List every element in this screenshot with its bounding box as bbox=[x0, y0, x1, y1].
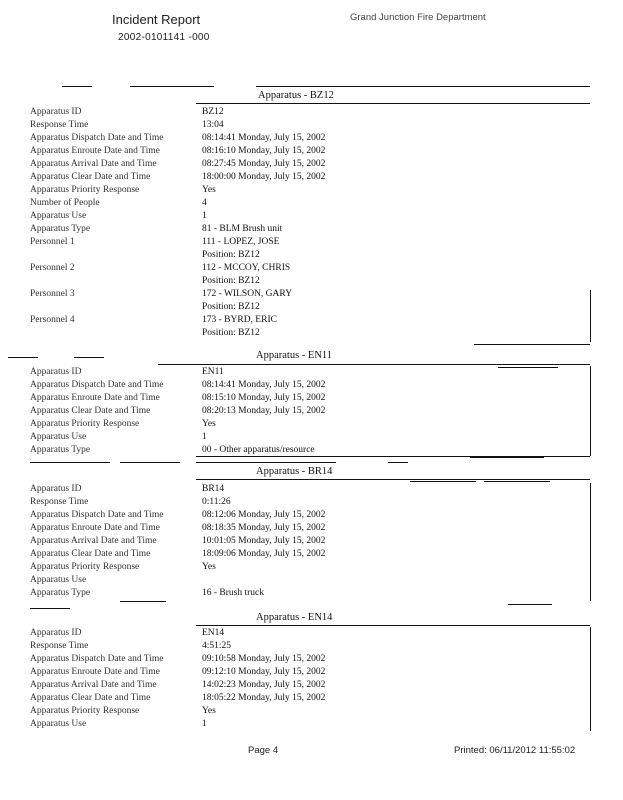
row-label: Apparatus Use bbox=[30, 432, 87, 442]
table-row bbox=[30, 431, 590, 444]
table-row bbox=[30, 692, 590, 705]
row-value: BZ12 bbox=[202, 107, 224, 117]
section-title-br14: Apparatus - BR14 bbox=[256, 466, 333, 477]
row-label: Apparatus Clear Date and Time bbox=[30, 693, 151, 703]
row-value: 16 - Brush truck bbox=[202, 588, 265, 598]
row-label: Apparatus Clear Date and Time bbox=[30, 549, 151, 559]
row-label: Apparatus ID bbox=[30, 628, 82, 638]
row-value: 09:12:10 Monday, July 15, 2002 bbox=[202, 667, 326, 677]
table-row bbox=[30, 483, 590, 496]
row-value: 08:20:13 Monday, July 15, 2002 bbox=[202, 406, 326, 416]
section-divider bbox=[158, 364, 590, 365]
row-label: Apparatus Priority Response bbox=[30, 419, 140, 429]
row-value: Position: BZ12 bbox=[202, 328, 260, 338]
table-row bbox=[30, 587, 590, 600]
table-row bbox=[30, 158, 590, 171]
row-value: 00 - Other apparatus/resource bbox=[202, 445, 315, 455]
table-row bbox=[30, 548, 590, 561]
row-value: Yes bbox=[202, 562, 216, 572]
table-row bbox=[30, 535, 590, 548]
row-value: 111 - LOPEZ, JOSE bbox=[202, 237, 280, 247]
section-divider bbox=[120, 601, 166, 602]
row-value: 14:02:23 Monday, July 15, 2002 bbox=[202, 680, 326, 690]
row-value: BR14 bbox=[202, 484, 225, 494]
row-value: 18:00:00 Monday, July 15, 2002 bbox=[202, 172, 326, 182]
table-row bbox=[30, 405, 590, 418]
table-row bbox=[30, 418, 590, 431]
row-value: Position: BZ12 bbox=[202, 276, 260, 286]
row-label: Apparatus Clear Date and Time bbox=[30, 172, 151, 182]
section-border bbox=[590, 627, 591, 731]
table-row bbox=[30, 679, 590, 692]
section-title-en11: Apparatus - EN11 bbox=[256, 350, 333, 361]
section-divider bbox=[196, 479, 590, 480]
table-row bbox=[30, 301, 590, 314]
row-value: EN11 bbox=[202, 367, 224, 377]
section-divider bbox=[30, 462, 110, 463]
row-value: 4 bbox=[202, 198, 207, 208]
row-value: Yes bbox=[202, 419, 216, 429]
table-row bbox=[30, 522, 590, 535]
row-value: 13:04 bbox=[202, 120, 224, 130]
row-label: Apparatus Type bbox=[30, 588, 91, 598]
row-value: 08:14:41 Monday, July 15, 2002 bbox=[202, 133, 326, 143]
row-label: Apparatus Type bbox=[30, 445, 91, 455]
table-row bbox=[30, 379, 590, 392]
table-row bbox=[30, 718, 590, 731]
row-value: 08:16:10 Monday, July 15, 2002 bbox=[202, 146, 326, 156]
row-label: Apparatus ID bbox=[30, 367, 82, 377]
row-label: Response Time bbox=[30, 641, 89, 651]
row-value: 81 - BLM Brush unit bbox=[202, 224, 283, 234]
table-row bbox=[30, 249, 590, 262]
table-row bbox=[30, 640, 590, 653]
row-label: Apparatus Type bbox=[30, 224, 91, 234]
row-label: Personnel 1 bbox=[30, 237, 75, 247]
row-label: Apparatus Arrival Date and Time bbox=[30, 159, 157, 169]
incident-number: 2002-0101141 -000 bbox=[118, 32, 210, 43]
row-value: 18:05:22 Monday, July 15, 2002 bbox=[202, 693, 326, 703]
printed-timestamp: Printed: 06/11/2012 11:55:02 bbox=[454, 745, 576, 756]
row-label: Apparatus Enroute Date and Time bbox=[30, 393, 160, 403]
table-row bbox=[30, 106, 590, 119]
section-divider bbox=[30, 608, 70, 609]
table-row bbox=[30, 236, 590, 249]
row-label: Response Time bbox=[30, 497, 89, 507]
section-border bbox=[590, 290, 591, 342]
header-divider bbox=[62, 86, 92, 87]
row-label: Apparatus Priority Response bbox=[30, 706, 140, 716]
row-value: 18:09:06 Monday, July 15, 2002 bbox=[202, 549, 326, 559]
row-value: Yes bbox=[202, 185, 216, 195]
table-row bbox=[30, 509, 590, 522]
row-label: Apparatus Enroute Date and Time bbox=[30, 523, 160, 533]
row-value: 08:15:10 Monday, July 15, 2002 bbox=[202, 393, 326, 403]
table-row bbox=[30, 119, 590, 132]
row-value: 172 - WILSON, GARY bbox=[202, 289, 293, 299]
section-divider bbox=[74, 357, 104, 358]
table-row bbox=[30, 210, 590, 223]
row-label: Apparatus Priority Response bbox=[30, 185, 140, 195]
table-row bbox=[30, 184, 590, 197]
row-label: Apparatus Dispatch Date and Time bbox=[30, 510, 164, 520]
row-value: 173 - BYRD, ERIC bbox=[202, 315, 277, 325]
section-divider bbox=[462, 103, 542, 104]
row-value: 09:10:58 Monday, July 15, 2002 bbox=[202, 654, 326, 664]
table-row bbox=[30, 275, 590, 288]
section-border bbox=[590, 483, 591, 601]
row-value: Position: BZ12 bbox=[202, 250, 260, 260]
table-row bbox=[30, 653, 590, 666]
row-label: Personnel 4 bbox=[30, 315, 75, 325]
row-value: EN14 bbox=[202, 628, 225, 638]
table-row bbox=[30, 197, 590, 210]
table-row bbox=[30, 705, 590, 718]
row-label: Apparatus Enroute Date and Time bbox=[30, 146, 160, 156]
table-row bbox=[30, 314, 590, 327]
section-divider bbox=[388, 462, 408, 463]
page-number: Page 4 bbox=[248, 745, 279, 756]
row-label: Apparatus Dispatch Date and Time bbox=[30, 654, 164, 664]
row-value: 08:18:35 Monday, July 15, 2002 bbox=[202, 523, 326, 533]
table-row bbox=[30, 627, 590, 640]
section-divider bbox=[470, 457, 544, 458]
row-label: Apparatus Priority Response bbox=[30, 562, 140, 572]
row-value: 0:11:26 bbox=[202, 497, 231, 507]
section-divider bbox=[474, 344, 590, 345]
report-title: Incident Report bbox=[112, 12, 201, 27]
table-row bbox=[30, 171, 590, 184]
row-value: Yes bbox=[202, 706, 216, 716]
section-title-bz12: Apparatus - BZ12 bbox=[258, 90, 334, 101]
row-label: Apparatus Dispatch Date and Time bbox=[30, 133, 164, 143]
table-row bbox=[30, 327, 590, 340]
row-label: Apparatus Arrival Date and Time bbox=[30, 680, 157, 690]
row-value: 08:14:41 Monday, July 15, 2002 bbox=[202, 380, 326, 390]
section-border bbox=[590, 366, 591, 456]
department-name: Grand Junction Fire Department bbox=[350, 12, 486, 23]
row-value: 08:27:45 Monday, July 15, 2002 bbox=[202, 159, 326, 169]
section-title-en14: Apparatus - EN14 bbox=[256, 612, 333, 623]
row-label: Apparatus Dispatch Date and Time bbox=[30, 380, 164, 390]
table-row bbox=[30, 366, 590, 379]
table-row bbox=[30, 574, 590, 587]
row-label: Apparatus ID bbox=[30, 107, 82, 117]
row-value: 08:12:06 Monday, July 15, 2002 bbox=[202, 510, 326, 520]
row-value: 112 - MCCOY, CHRIS bbox=[202, 263, 291, 273]
header-divider bbox=[130, 86, 214, 87]
row-label: Personnel 3 bbox=[30, 289, 75, 299]
row-label: Apparatus Use bbox=[30, 719, 87, 729]
table-row bbox=[30, 288, 590, 301]
table-row bbox=[30, 132, 590, 145]
row-value: 4:51:25 bbox=[202, 641, 232, 651]
table-row bbox=[30, 496, 590, 509]
table-row bbox=[30, 145, 590, 158]
row-value: 10:01:05 Monday, July 15, 2002 bbox=[202, 536, 326, 546]
row-value: Position: BZ12 bbox=[202, 302, 260, 312]
row-value: 1 bbox=[202, 432, 207, 442]
section-divider bbox=[120, 462, 180, 463]
row-label: Apparatus Arrival Date and Time bbox=[30, 536, 157, 546]
table-row bbox=[30, 223, 590, 236]
section-divider bbox=[196, 625, 590, 626]
table-row bbox=[30, 392, 590, 405]
table-row bbox=[30, 666, 590, 679]
row-label: Apparatus Enroute Date and Time bbox=[30, 667, 160, 677]
row-label: Apparatus Use bbox=[30, 211, 87, 221]
row-label: Response Time bbox=[30, 120, 89, 130]
row-label: Personnel 2 bbox=[30, 263, 75, 273]
row-label: Apparatus Use bbox=[30, 575, 87, 585]
row-label: Number of People bbox=[30, 198, 100, 208]
section-divider bbox=[484, 481, 550, 482]
section-divider bbox=[8, 357, 38, 358]
section-divider bbox=[196, 462, 336, 463]
header-divider bbox=[256, 86, 590, 87]
section-divider bbox=[410, 481, 476, 482]
row-label: Apparatus ID bbox=[30, 484, 82, 494]
row-label: Apparatus Clear Date and Time bbox=[30, 406, 151, 416]
row-value: 1 bbox=[202, 719, 207, 729]
section-divider bbox=[508, 604, 552, 605]
row-value: 1 bbox=[202, 211, 207, 221]
table-row bbox=[30, 561, 590, 574]
table-row bbox=[30, 262, 590, 275]
